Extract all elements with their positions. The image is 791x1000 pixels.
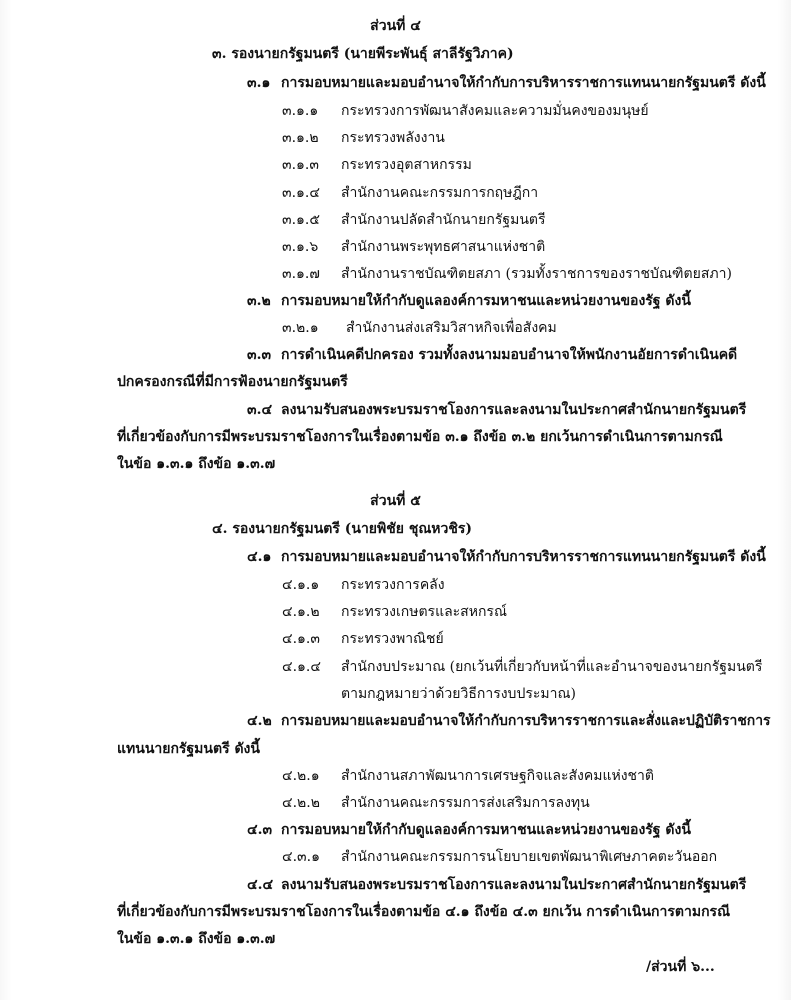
item-number: ๓.๑.๒ xyxy=(282,130,319,146)
item-number: ๓.๑.๑ xyxy=(282,103,319,119)
part5-s2-line1: การมอบหมายและมอบอำนาจให้กำกับการบริหารราชการและสั่งและปฏิบัติราชการ xyxy=(281,713,771,729)
item-number: ๓.๑.๓ xyxy=(282,157,319,173)
item-text: สำนักงบประมาณ (ยกเว้นที่เกี่ยวกับหน้าที่และอำนาจของนายกรัฐมนตรี xyxy=(341,659,763,675)
item-number: ๔.๓.๑ xyxy=(282,849,320,865)
item-number: ๓.๑.๕ xyxy=(282,212,320,228)
part5-deputy: ๔. รองนายกรัฐมนตรี (นายพิชัย ชุณหวชิร) xyxy=(212,521,473,537)
item-text: กระทรวงการคลัง xyxy=(341,577,445,593)
part4-s3-num: ๓.๓ xyxy=(247,347,272,363)
part4-deputy: ๓. รองนายกรัฐมนตรี (นายพีระพันธุ์ สาลีรัฐวิภาค) xyxy=(212,46,514,62)
item-number: ๓.๑.๗ xyxy=(282,266,320,282)
item-text: กระทรวงพลังงาน xyxy=(341,130,445,146)
part4-s2-title: การมอบหมายให้กำกับดูแลองค์การมหาชนและหน่วยงานของรัฐ ดังนี้ xyxy=(281,293,691,309)
part5-s2-num: ๔.๒ xyxy=(247,713,272,729)
part5-s1-num: ๔.๑ xyxy=(247,549,272,565)
item-text: สำนักงานราชบัณฑิตยสภา (รวมทั้งราชการของราชบัณฑิตยสภา) xyxy=(341,266,732,282)
part5-s2-line2: แทนนายกรัฐมนตรี ดังนี้ xyxy=(117,741,260,757)
part4-s4-num: ๓.๔ xyxy=(247,402,273,418)
item-text: กระทรวงเกษตรและสหกรณ์ xyxy=(341,604,507,620)
part4-s1-num: ๓.๑ xyxy=(247,75,271,91)
item-text: กระทรวงการพัฒนาสังคมและความมั่นคงของมนุษย์ xyxy=(341,103,649,119)
part4-s1-title: การมอบหมายและมอบอำนาจให้กำกับการบริหารราชการแทนนายกรัฐมนตรี ดังนี้ xyxy=(281,75,766,91)
item-number: ๔.๒.๑ xyxy=(282,768,320,784)
part5-s1-title: การมอบหมายและมอบอำนาจให้กำกับการบริหารราชการแทนนายกรัฐมนตรี ดังนี้ xyxy=(281,549,766,565)
item-number: ๔.๑.๑ xyxy=(282,577,320,593)
part4-s3-line1: การดำเนินคดีปกครอง รวมทั้งลงนามมอบอำนาจให้พนักงานอัยการดำเนินคดี xyxy=(281,347,738,363)
part5-s4-line1: ลงนามรับสนองพระบรมราชโองการและลงนามในประกาศสำนักนายกรัฐมนตรี xyxy=(281,877,747,893)
item-number: ๔.๑.๒ xyxy=(282,604,320,620)
item-number: ๔.๑.๔ xyxy=(282,659,321,675)
part4-s4-line2: ที่เกี่ยวข้องกับการมีพระบรมราชโองการในเรื่องตามข้อ ๓.๑ ถึงข้อ ๓.๒ ยกเว้นการดำเนินการตามกรณี xyxy=(117,429,723,445)
item-text: สำนักงานส่งเสริมวิสาหกิจเพื่อสังคม xyxy=(346,320,557,336)
item-number: ๓.๒.๑ xyxy=(282,320,319,336)
item-text: สำนักงานพระพุทธศาสนาแห่งชาติ xyxy=(341,239,546,255)
part4-s3-line2: ปกครองกรณีที่มีการฟ้องนายกรัฐมนตรี xyxy=(117,374,348,390)
part4-s2-num: ๓.๒ xyxy=(247,293,271,309)
part4-s4-line1: ลงนามรับสนองพระบรมราชโองการและลงนามในประกาศสำนักนายกรัฐมนตรี xyxy=(281,402,747,418)
part4-s4-line3: ในข้อ ๑.๓.๑ ถึงข้อ ๑.๓.๗ xyxy=(117,456,276,472)
item-number: ๓.๑.๔ xyxy=(282,185,320,201)
part5-s4-line3: ในข้อ ๑.๓.๑ ถึงข้อ ๑.๓.๗ xyxy=(117,931,276,947)
part5-s4-line2: ที่เกี่ยวข้องกับการมีพระบรมราชโองการในเรื่องตามข้อ ๔.๑ ถึงข้อ ๔.๓ ยกเว้น การดำเนินการตามกรณี xyxy=(117,904,731,920)
item-text: สำนักงานปลัดสำนักนายกรัฐมนตรี xyxy=(341,212,546,228)
item-text: สำนักงานคณะกรรมการกฤษฎีกา xyxy=(341,185,539,201)
item-text: กระทรวงอุตสาหกรรม xyxy=(341,157,472,173)
item-text: สำนักงานสภาพัฒนาการเศรษฐกิจและสังคมแห่งชาติ xyxy=(341,768,654,784)
part4-heading: ส่วนที่ ๔ xyxy=(370,18,421,34)
item-number: ๔.๒.๒ xyxy=(282,795,320,811)
part5-s3-num: ๔.๓ xyxy=(247,822,273,838)
item-text-continuation: ตามกฎหมายว่าด้วยวิธีการงบประมาณ) xyxy=(341,686,576,702)
part5-s3-title: การมอบหมายให้กำกับดูแลองค์การมหาชนและหน่วยงานของรัฐ ดังนี้ xyxy=(281,822,691,838)
item-text: สำนักงานคณะกรรมการส่งเสริมการลงทุน xyxy=(341,795,590,811)
next-page-marker: /ส่วนที่ ๖... xyxy=(646,959,715,975)
item-number: ๓.๑.๖ xyxy=(282,239,319,255)
item-text: สำนักงานคณะกรรมการนโยบายเขตพัฒนาพิเศษภาคตะวันออก xyxy=(341,849,718,865)
part5-heading: ส่วนที่ ๕ xyxy=(370,493,421,509)
item-text: กระทรวงพาณิชย์ xyxy=(341,631,444,647)
part5-s4-num: ๔.๔ xyxy=(247,877,274,893)
item-number: ๔.๑.๓ xyxy=(282,631,320,647)
